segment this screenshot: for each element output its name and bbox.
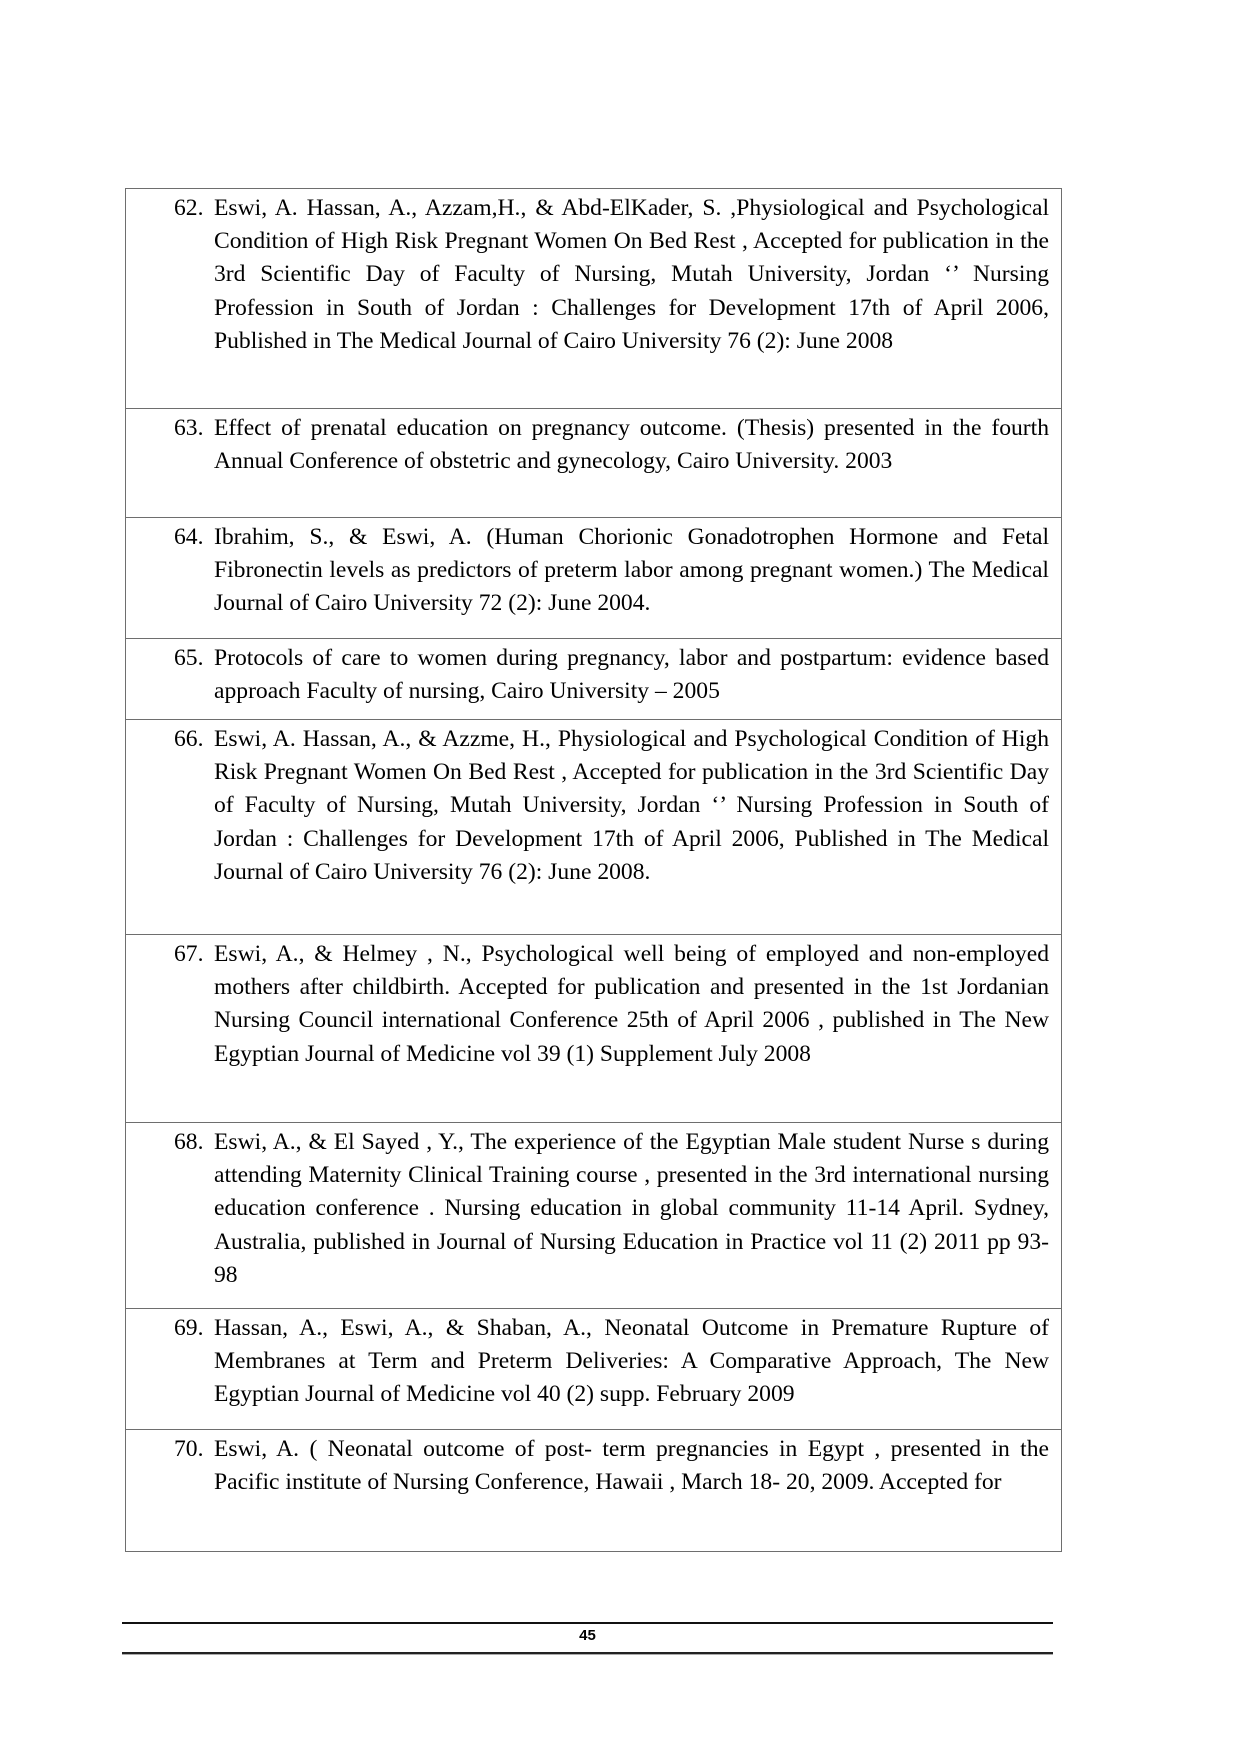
publication-entry [126,189,1061,358]
page-number: 45 [579,1627,596,1644]
publication-entry [126,1123,1061,1292]
footer-rule-top [122,1622,1053,1624]
table-row [126,1123,1062,1309]
publication-number: 63. [174,415,204,441]
publication-entry [126,935,1061,1071]
publication-text: Eswi, A. Hassan, A., Azzam,H., & Abd-ElKader, S. ,Physiological and Psychological Condition of High Risk Pregnant Women On Bed Rest , Accepted for publication in the 3rd Scientific Day of Faculty of Nursing, Mutah University, Jordan ‘’ Nursing Profession in South of Jordan : Challenges for Development 17th of April 2006, Published in The Medical Journal of Cairo University 76 (2): June 2008 [214,195,1049,354]
publication-cell [126,518,1062,639]
publication-text: Ibrahim, S., & Eswi, A. (Human Chorionic Gonadotrophen Hormone and Fetal Fibronectin levels as predictors of preterm labor among pregnant women.) The Medical Journal of Cairo University 72 (2): June 2004. [214,524,1049,617]
table-row [126,518,1062,639]
publication-cell [126,189,1062,409]
publication-number: 65. [174,645,204,671]
publication-text: Effect of prenatal education on pregnancy outcome. (Thesis) presented in the fourth Annual Conference of obstetric and gynecology, Cairo University. 2003 [214,415,1049,475]
publication-cell [126,639,1062,720]
publication-entry [126,1309,1061,1412]
table-row [126,189,1062,409]
publication-text: Eswi, A., & Helmey , N., Psychological well being of employed and non-employed mothers after childbirth. Accepted for publication and presented in the 1st Jordanian Nursing Council international Conference 25th of April 2006 , published in The New Egyptian Journal of Medicine vol 39 (1) Supplement July 2008 [214,941,1049,1067]
publication-number: 70. [174,1436,204,1462]
publication-cell [126,409,1062,518]
publication-number: 68. [174,1129,204,1155]
publication-entry [126,639,1061,708]
table-row [126,1309,1062,1430]
publication-cell [126,935,1062,1123]
publication-entry [126,409,1061,478]
table-row [126,935,1062,1123]
publication-text: Eswi, A., & El Sayed , Y., The experience of the Egyptian Male student Nurse s during attending Maternity Clinical Training course , presented in the 3rd international nursing education conference . Nursing education in global community 11-14 April. Sydney, Australia, published in Journal of Nursing Education in Practice vol 11 (2) 2011 pp 93-98 [214,1129,1049,1288]
publication-number: 66. [174,726,204,752]
publication-number: 62. [174,195,204,221]
publication-number: 64. [174,524,204,550]
footer-rule-bottom [122,1652,1053,1654]
publications-table [125,188,1062,1552]
publication-text: Eswi, A. ( Neonatal outcome of post- term pregnancies in Egypt , presented in the Pacific institute of Nursing Conference, Hawaii , March 18- 20, 2009. Accepted for [214,1436,1049,1496]
publication-number: 67. [174,941,204,967]
publication-cell [126,1430,1062,1552]
publication-cell [126,1309,1062,1430]
publication-cell [126,720,1062,935]
table-row [126,1430,1062,1552]
publication-entry [126,1430,1061,1499]
table-row [126,639,1062,720]
table-row [126,720,1062,935]
table-row [126,409,1062,518]
publication-entry [126,720,1061,889]
publication-text: Protocols of care to women during pregnancy, labor and postpartum: evidence based approach Faculty of nursing, Cairo University – 2005 [214,645,1049,705]
publication-entry [126,518,1061,621]
publication-number: 69. [174,1315,204,1341]
publication-text: Hassan, A., Eswi, A., & Shaban, A., Neonatal Outcome in Premature Rupture of Membranes at Term and Preterm Deliveries: A Comparative Approach, The New Egyptian Journal of Medicine vol 40 (2) supp. February 2009 [214,1315,1049,1408]
publication-text: Eswi, A. Hassan, A., & Azzme, H., Physiological and Psychological Condition of High Risk Pregnant Women On Bed Rest , Accepted for publication in the 3rd Scientific Day of Faculty of Nursing, Mutah University, Jordan ‘’ Nursing Profession in South of Jordan : Challenges for Development 17th of April 2006, Published in The Medical Journal of Cairo University 76 (2): June 2008. [214,726,1049,885]
publication-cell [126,1123,1062,1309]
